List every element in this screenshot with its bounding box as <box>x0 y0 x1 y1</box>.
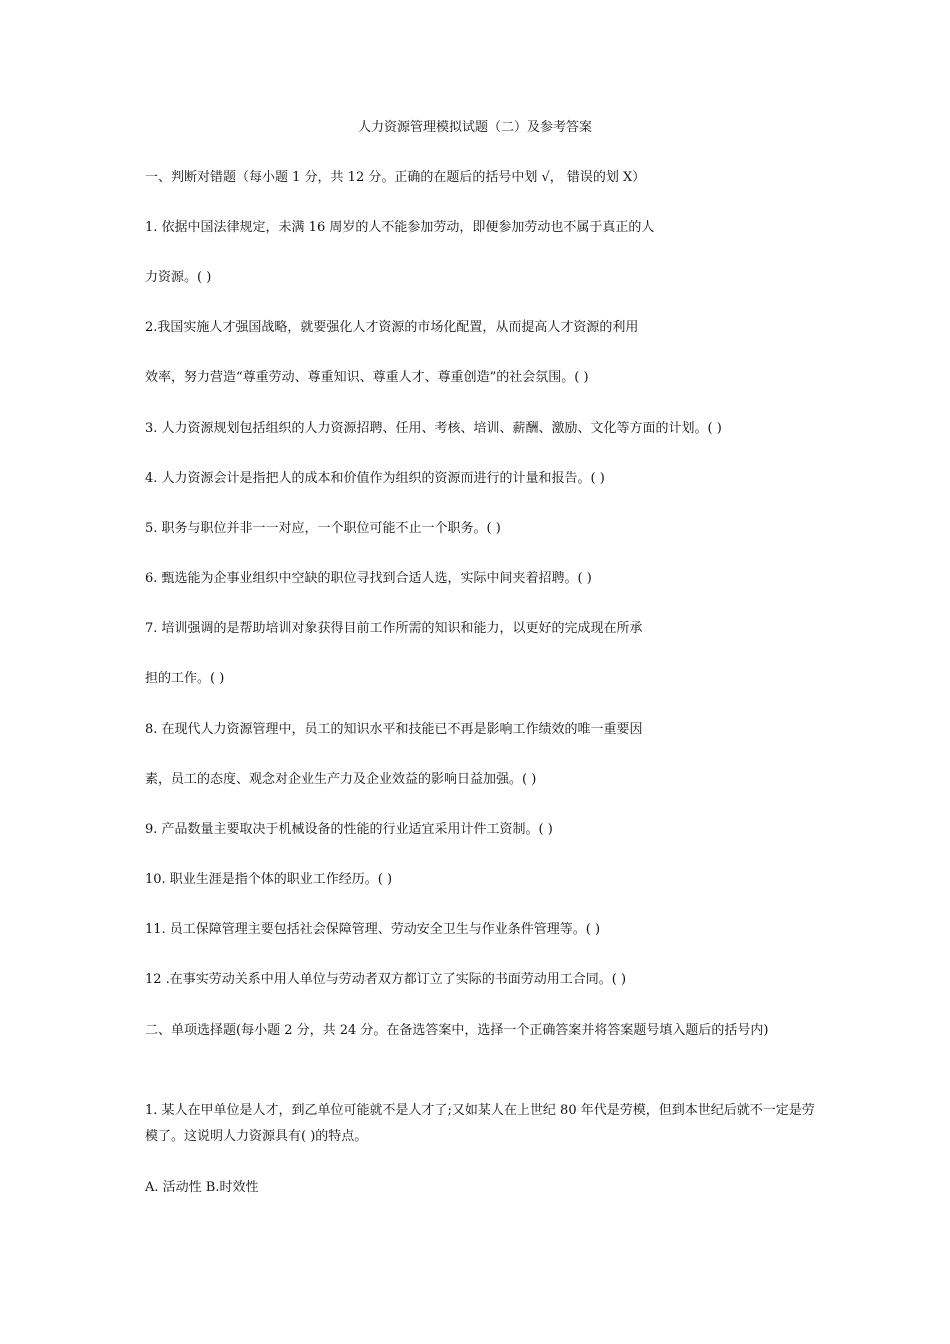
question-line: 12 .在事实劳动关系中用人单位与劳动者双方都订立了实际的书面劳动用工合同。( ) <box>145 972 627 987</box>
question-line: 素，员工的态度、观念对企业生产力及企业效益的影响日益加强。( ) <box>145 772 537 787</box>
question-line: 7. 培训强调的是帮助培训对象获得目前工作所需的知识和能力，以更好的完成现在所承 <box>145 621 643 636</box>
question-line: 4. 人力资源会计是指把人的成本和价值作为组织的资源而进行的计量和报告。( ) <box>145 471 605 486</box>
question-line: 2.我国实施人才强国战略，就要强化人才资源的市场化配置，从而提高人才资源的利用 <box>145 320 639 335</box>
question-line: 11. 员工保障管理主要包括社会保障管理、劳动安全卫生与作业条件管理等。( ) <box>145 922 601 937</box>
question-line: 10. 职业生涯是指个体的职业工作经历。( ) <box>145 872 393 887</box>
document-title: 人力资源管理模拟试题（二）及参考答案 <box>357 120 592 135</box>
question-line: 8. 在现代人力资源管理中，员工的知识水平和技能已不再是影响工作绩效的唯一重要因 <box>145 722 643 737</box>
question-line: 1. 某人在甲单位是人才，到乙单位可能就不是人才了;又如某人在上世纪 80 年代是劳模，但到本世纪后就不一定是劳模了。这说明人力资源具有( )的特点。 <box>145 1103 815 1144</box>
answer-options: A. 活动性 B.时效性 <box>145 1180 259 1195</box>
question-line: 5. 职务与职位并非一一对应，一个职位可能不止一个职务。( ) <box>145 521 501 536</box>
question-line: 效率，努力营造“尊重劳动、尊重知识、尊重人才、尊重创造”的社会氛围。( ) <box>145 370 589 385</box>
question-line: 力资源。( ) <box>145 270 212 285</box>
question-line: 6. 甄选能为企事业组织中空缺的职位寻找到合适人选，实际中间夹着招聘。( ) <box>145 571 592 586</box>
question-line: 9. 产品数量主要取决于机械设备的性能的行业适宜采用计件工资制。( ) <box>145 822 553 837</box>
question-line: 3. 人力资源规划包括组织的人力资源招聘、任用、考核、培训、薪酬、激励、文化等方面的计划。( ) <box>145 421 722 436</box>
section2-heading: 二、单项选择题(每小题 2 分，共 24 分。在备选答案中，选择一个正确答案并将答案题号填入题后的括号内) <box>145 1023 769 1038</box>
question-line: 担的工作。( ) <box>145 671 225 686</box>
section1-heading: 一、判断对错题（每小题 1 分，共 12 分。正确的在题后的括号中划 √， 错误的划 X） <box>145 170 646 185</box>
question-line: 1. 依据中国法律规定，未满 16 周岁的人不能参加劳动，即便参加劳动也不属于真正的人 <box>145 220 655 235</box>
